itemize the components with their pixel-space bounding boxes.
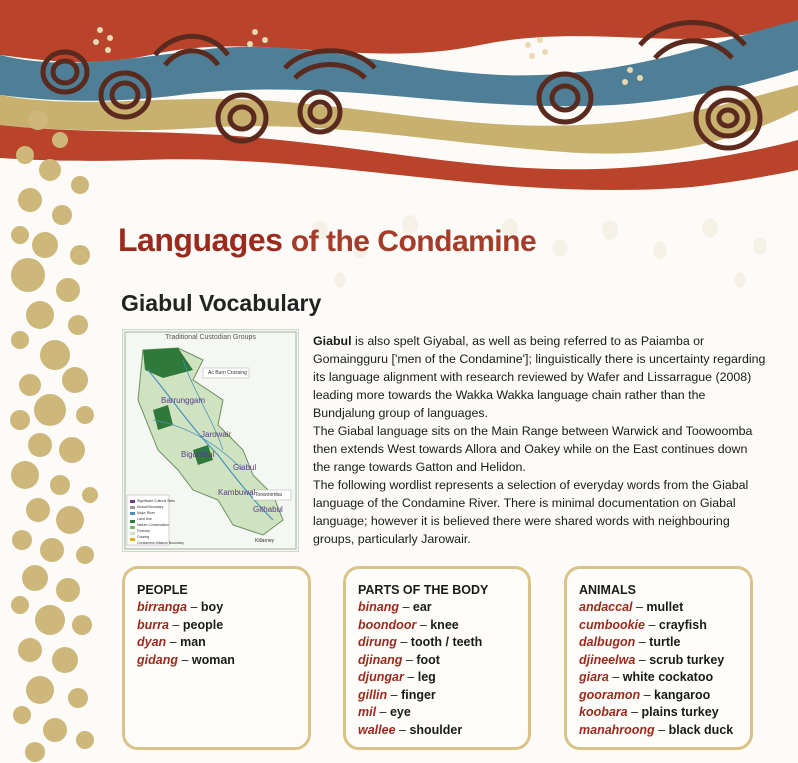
- legend-item: Condamine Alliance Boundary: [137, 541, 184, 545]
- vocab-meaning: shoulder: [409, 722, 463, 737]
- vocab-meaning: crayfish: [658, 617, 707, 632]
- vocab-entry: dirung – tooth / teeth: [358, 635, 483, 649]
- map-label: Bigambul: [181, 450, 215, 459]
- vocab-word: gooramon: [579, 687, 641, 702]
- vocab-entry: manahroong – black duck: [579, 722, 734, 737]
- vocab-word: boondoor: [358, 617, 417, 632]
- vocab-entry: mil – eye: [358, 705, 411, 719]
- vocab-word: burra: [137, 617, 169, 632]
- vocab-meaning: black duck: [668, 722, 734, 737]
- vocab-entry: koobara – plains turkey: [579, 705, 719, 719]
- map-callout: Toowoomba: [255, 492, 282, 498]
- map-label: Jarowair: [201, 430, 232, 439]
- intro-lead-word: Giabul: [313, 334, 352, 348]
- people-heading: PEOPLE: [137, 583, 188, 597]
- title-languages: Languages: [118, 222, 283, 258]
- vocab-word: dirung: [358, 635, 397, 649]
- legend-item: Major River: [137, 511, 155, 515]
- map-legend: [137, 498, 184, 546]
- legend-item: Mutual Boundary: [137, 505, 164, 509]
- title-of-the-condamine: of the Condamine: [290, 225, 537, 258]
- vocab-entry: birranga – boy: [137, 600, 224, 614]
- legend-item: Land Use: [137, 517, 152, 521]
- vocab-meaning: kangaroo: [654, 687, 711, 702]
- vocab-meaning: finger: [401, 687, 436, 702]
- vocab-word: djungar: [358, 670, 404, 684]
- intro-p1-text: is also spelt Giyabal, as well as being referred to as Paiamba or Gomaingguru ['men of the Condamine']; linguistically there is uncertainty regarding its language alignment with research reviewed by Wafer and Lissarrague (2008) leading more towards the Wakka Wakka language chain rather than the Bundjalung group of languages.: [313, 334, 766, 420]
- vocab-meaning: scrub turkey: [649, 652, 725, 667]
- vocab-word: mil: [358, 705, 377, 719]
- vocab-entry: gillin – finger: [358, 687, 436, 702]
- vocab-entry: giara – white cockatoo: [579, 670, 714, 684]
- map-label: Kambuwal: [218, 488, 256, 497]
- page-title: [118, 222, 536, 259]
- vocab-word: manahroong: [579, 722, 655, 737]
- decorative-wave-banner: [0, 0, 798, 200]
- animals-box: [564, 566, 753, 750]
- vocab-meaning: man: [180, 635, 206, 649]
- map-callout: Killarney: [255, 538, 275, 544]
- vocab-word: dyan: [137, 635, 167, 649]
- map-callout: Ac Burn Crossing: [208, 370, 247, 376]
- vocab-word: djineelwa: [579, 652, 636, 667]
- vocab-meaning: boy: [200, 600, 224, 614]
- intro-p3: The following wordlist represents a selection of everyday words from the Giabal language of the Condamine River. There is minimal documentation on Giabal language; however it is believed there were shared words with neighbouring groups, particularly Jarowair.: [313, 478, 749, 546]
- people-list: [137, 599, 296, 669]
- animals-heading: ANIMALS: [579, 583, 636, 597]
- vocab-entry: cumbookie – crayfish: [579, 617, 707, 632]
- intro-paragraph: [313, 332, 768, 548]
- vocab-entry: gooramon – kangaroo: [579, 687, 711, 702]
- map-title: Traditional Custodian Groups: [165, 334, 256, 341]
- vocab-word: binang: [358, 600, 399, 614]
- vocab-word: andaccal: [579, 600, 633, 614]
- vocab-word: gillin: [358, 687, 388, 702]
- legend-item: Significant Cultural Sites: [137, 499, 175, 503]
- vocab-entry: djungar – leg: [358, 670, 436, 684]
- body-parts-list: [358, 599, 516, 739]
- vocab-word: djinang: [358, 652, 403, 667]
- vocab-meaning: ear: [412, 600, 432, 614]
- body-parts-heading: PARTS OF THE BODY: [358, 583, 489, 597]
- map-label: Githabul: [253, 505, 283, 514]
- decorative-dot-column: [0, 100, 110, 763]
- traditional-custodian-map: [122, 329, 299, 552]
- section-heading: Giabul Vocabulary: [121, 290, 322, 316]
- vocab-word: giara: [579, 670, 609, 684]
- vocab-entry: andaccal – mullet: [579, 600, 684, 614]
- vocab-entry: djinang – foot: [358, 652, 440, 667]
- vocab-entry: djineelwa – scrub turkey: [579, 652, 725, 667]
- vocab-meaning: eye: [389, 705, 411, 719]
- vocab-entry: gidang – woman: [137, 652, 235, 667]
- vocab-meaning: knee: [430, 617, 459, 632]
- legend-item: Grazing: [137, 535, 150, 539]
- vocab-entry: boondoor – knee: [358, 617, 459, 632]
- vocab-meaning: people: [182, 617, 224, 632]
- vocab-word: koobara: [579, 705, 628, 719]
- vocab-meaning: woman: [191, 652, 235, 667]
- vocab-word: wallee: [358, 722, 396, 737]
- vocab-word: gidang: [137, 652, 178, 667]
- vocab-meaning: turtle: [649, 635, 681, 649]
- vocab-entry: binang – ear: [358, 600, 432, 614]
- animals-list: [579, 599, 738, 739]
- vocab-word: dalbugon: [579, 635, 636, 649]
- vocab-entry: dyan – man: [137, 635, 206, 649]
- map-label: Giabul: [233, 463, 257, 472]
- vocab-meaning: mullet: [646, 600, 684, 614]
- vocab-meaning: foot: [416, 652, 440, 667]
- vocab-meaning: plains turkey: [641, 705, 719, 719]
- vocab-meaning: tooth / teeth: [410, 635, 483, 649]
- vocab-entry: burra – people: [137, 617, 224, 632]
- body-parts-box: [343, 566, 531, 750]
- vocab-meaning: white cockatoo: [622, 670, 714, 684]
- vocab-entry: wallee – shoulder: [358, 722, 463, 737]
- people-box: [122, 566, 311, 750]
- intro-p2: The Giabal language sits on the Main Range between Warwick and Toowoomba then extends West towards Allora and Oakey while on the East continues down the range towards Gatton and Helidon.: [313, 424, 753, 474]
- vocab-word: cumbookie: [579, 617, 645, 632]
- legend-item: Forestry: [137, 529, 150, 533]
- intro-p1: [313, 332, 768, 422]
- vocab-meaning: leg: [417, 670, 436, 684]
- vocab-entry: dalbugon – turtle: [579, 635, 681, 649]
- legend-item: Nature Conservation: [137, 523, 170, 527]
- map-label: Barrunggam: [161, 396, 206, 405]
- vocab-word: birranga: [137, 600, 188, 614]
